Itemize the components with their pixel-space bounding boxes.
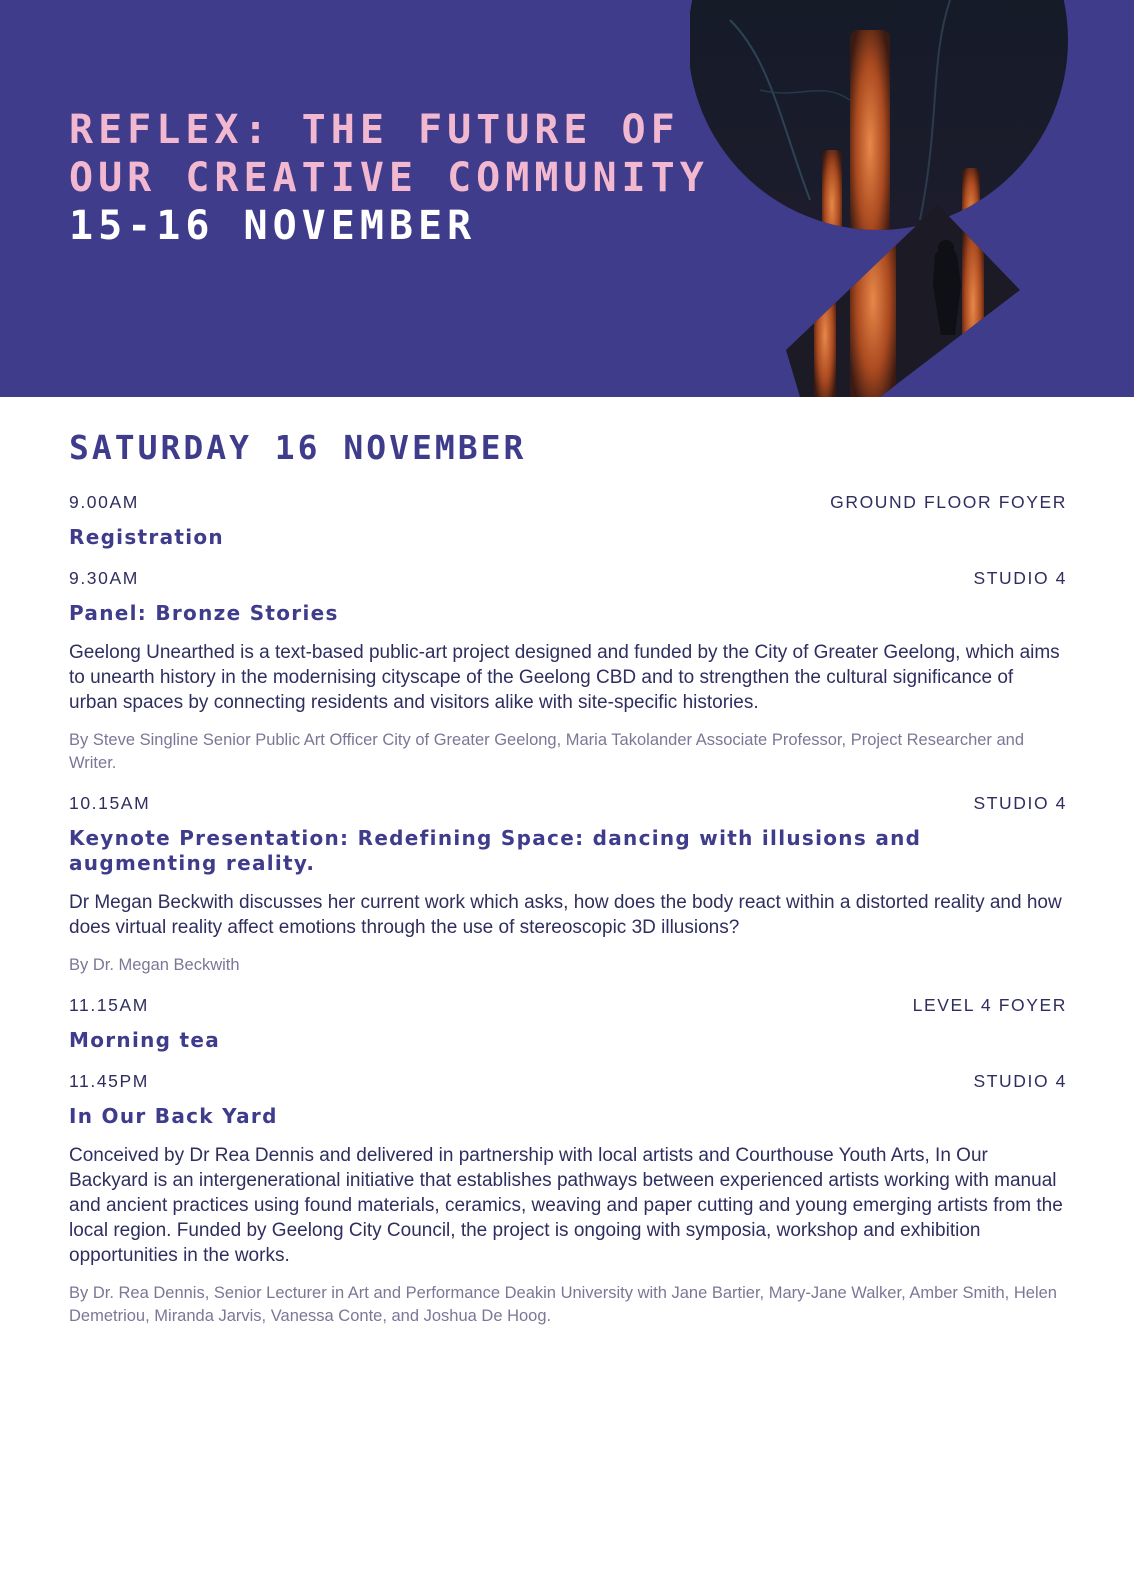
schedule	[69, 492, 1067, 1346]
session-registration	[69, 492, 1067, 550]
session-speakers: By Dr. Rea Dennis, Senior Lecturer in Art and Performance Deakin University with Jane Bartier, Mary-Jane Walker, Amber Smith, Helen Demetriou, Miranda Jarvis, Vanessa Conte, and Joshua De Hoog.	[69, 1284, 1057, 1325]
session-description: Geelong Unearthed is a text-based public-art project designed and funded by the City of Greater Geelong, which aims to unearth history in the modernising cityscape of the Geelong CBD and to strengthen the cultural significance of urban spaces by connecting residents and visitors alike with site-specific histories.	[69, 642, 1060, 713]
banner-title	[69, 106, 709, 250]
session-time: 9.00AM	[69, 492, 139, 512]
session-title: In Our Back Yard	[69, 1104, 278, 1128]
banner-photo-collage	[690, 0, 1090, 397]
session-time: 9.30AM	[69, 568, 139, 588]
session-time: 11.15AM	[69, 995, 149, 1015]
banner-title-line1: REFLEX: THE FUTURE OF	[69, 107, 680, 153]
banner-date: 15-16 NOVEMBER	[69, 203, 477, 249]
session-description: Conceived by Dr Rea Dennis and delivered in partnership with local artists and Courthouse Youth Arts, In Our Backyard is an intergenerational initiative that establishes pathways between experienced artists working with manual and ancient practices using found materials, ceramics, weaving and paper cutting and young emerging artists from the local region. Funded by Geelong City Council, the project is ongoing with symposia, workshop and exhibition opportunities in the works.	[69, 1145, 1063, 1266]
session-speakers: By Dr. Megan Beckwith	[69, 956, 240, 974]
session-venue: STUDIO 4	[973, 1071, 1067, 1091]
session-speakers: By Steve Singline Senior Public Art Officer City of Greater Geelong, Maria Takolander Associate Professor, Project Researcher and Writer.	[69, 731, 1025, 772]
circle-photo	[690, 0, 1080, 260]
session-title: Keynote Presentation: Redefining Space: dancing with illusions and augmenting reality.	[69, 826, 922, 875]
banner-title-line2: OUR CREATIVE COMMUNITY	[69, 155, 709, 201]
session-in-our-back-yard	[69, 1071, 1067, 1328]
session-venue: STUDIO 4	[973, 568, 1067, 588]
session-venue: GROUND FLOOR FOYER	[830, 492, 1067, 512]
session-title: Registration	[69, 525, 224, 549]
session-description: Dr Megan Beckwith discusses her current work which asks, how does the body react within a distorted reality and how does virtual reality affect emotions through the use of stereoscopic 3D illusions?	[69, 892, 1062, 938]
session-time: 10.15AM	[69, 793, 151, 813]
header-banner	[0, 0, 1134, 397]
diamond-photo	[780, 200, 1030, 397]
day-heading: SATURDAY 16 NOVEMBER	[69, 428, 527, 467]
session-morning-tea	[69, 995, 1067, 1053]
session-venue: STUDIO 4	[973, 793, 1067, 813]
session-bronze-stories	[69, 568, 1067, 775]
session-time: 11.45PM	[69, 1071, 149, 1091]
session-keynote	[69, 793, 1067, 977]
session-title: Morning tea	[69, 1028, 221, 1052]
session-title: Panel: Bronze Stories	[69, 601, 339, 625]
session-venue: LEVEL 4 FOYER	[912, 995, 1067, 1015]
